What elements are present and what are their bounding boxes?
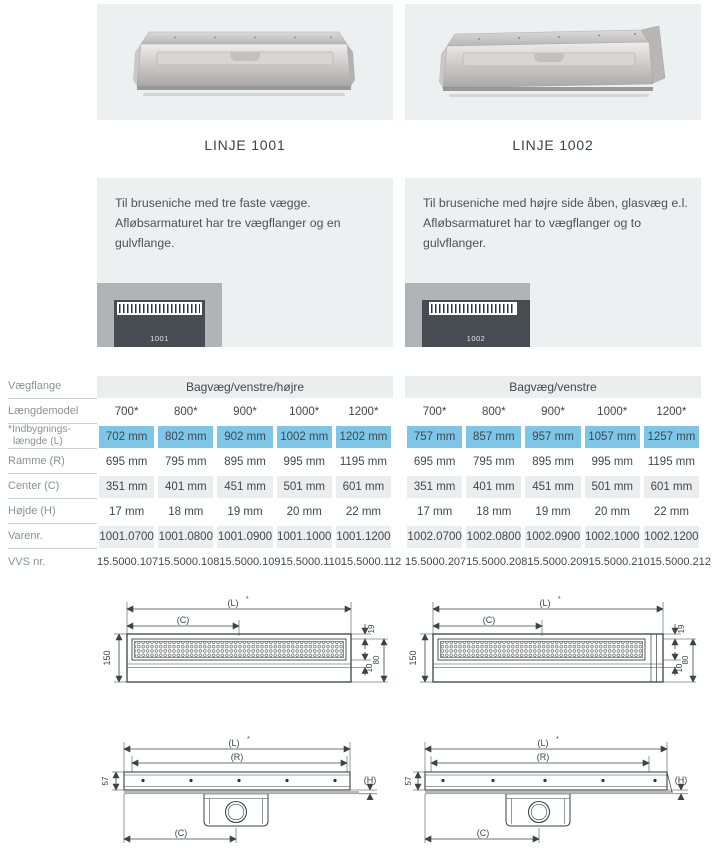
niche-drain-body bbox=[114, 300, 205, 347]
row-label-hoejde: Højde (H) bbox=[8, 499, 97, 524]
row-vaegflange bbox=[97, 374, 393, 399]
dim-label-R: (R) bbox=[230, 752, 244, 762]
table-cell: 1057 mm bbox=[585, 426, 640, 448]
dim-label-10: 10 bbox=[675, 663, 684, 673]
table-cell: 18 mm bbox=[476, 505, 512, 518]
table-cell: 17 mm bbox=[109, 505, 145, 518]
description-panel-1002 bbox=[405, 178, 701, 347]
table-cell: 601 mm bbox=[644, 476, 699, 498]
row-vvs bbox=[405, 549, 711, 574]
spec-table-1002 bbox=[405, 374, 711, 574]
row-varenr bbox=[97, 524, 393, 549]
table-cell: 757 mm bbox=[407, 426, 462, 448]
table-cell: 895 mm bbox=[532, 455, 574, 468]
table-cell: 1002 mm bbox=[277, 426, 332, 448]
table-cell: 795 mm bbox=[473, 455, 515, 468]
table-cell: 902 mm bbox=[217, 426, 272, 448]
table-cell: 1002.0800 bbox=[466, 526, 521, 548]
dim-label-L: (L) bbox=[539, 598, 551, 608]
dim-label-150: 150 bbox=[102, 650, 112, 666]
dim-label-57: 57 bbox=[101, 776, 110, 786]
table-cell: 702 mm bbox=[99, 426, 154, 448]
table-cell: 1200* bbox=[656, 405, 687, 418]
table-cell: 601 mm bbox=[336, 476, 391, 498]
table-cell: 1001.1200 bbox=[336, 526, 391, 548]
table-cell: 501 mm bbox=[585, 476, 640, 498]
product-photo-1001 bbox=[97, 4, 393, 120]
table-cell: 15.5000.108 bbox=[158, 555, 220, 568]
row-vaegflange bbox=[405, 374, 701, 399]
product-photo-panel-1002 bbox=[405, 4, 701, 120]
table-cell: 1000* bbox=[597, 405, 628, 418]
table-cell: 351 mm bbox=[407, 476, 462, 498]
technical-drawing-plan-1001 bbox=[97, 736, 393, 854]
group-header: Bagvæg/venstre bbox=[405, 376, 701, 398]
table-cell: 451 mm bbox=[525, 476, 580, 498]
table-cell: 1200* bbox=[348, 405, 379, 418]
row-center bbox=[97, 474, 393, 499]
row-center bbox=[405, 474, 701, 499]
row-laengdemodel bbox=[97, 399, 393, 424]
row-varenr bbox=[405, 524, 701, 549]
table-cell: 351 mm bbox=[99, 476, 154, 498]
row-label-ramme: Ramme (R) bbox=[8, 449, 97, 474]
table-cell: 15.5000.112 bbox=[340, 555, 402, 568]
description-text: Til bruseniche med tre faste vægge. Afløbsarmaturet har tre vægflanger og en gulvflange. bbox=[115, 196, 341, 250]
table-cell: 995 mm bbox=[283, 455, 325, 468]
table-cell: 15.5000.208 bbox=[466, 555, 528, 568]
table-cell: 700* bbox=[422, 405, 447, 418]
table-cell: 17 mm bbox=[417, 505, 453, 518]
dim-label-R: (R) bbox=[536, 752, 550, 762]
grate-strip bbox=[117, 302, 202, 315]
dim-label-L-asterisk: * bbox=[247, 736, 250, 743]
technical-drawing-front-1002 bbox=[405, 596, 697, 712]
table-cell: 900* bbox=[233, 405, 257, 418]
table-cell: 1001.0700 bbox=[99, 526, 154, 548]
table-cell: 20 mm bbox=[594, 505, 630, 518]
row-label-indbygningslaengde: *Indbygnings- længde (L) bbox=[8, 424, 97, 449]
product-photo-1002 bbox=[405, 4, 701, 120]
table-cell: 895 mm bbox=[224, 455, 266, 468]
table-cell: 20 mm bbox=[286, 505, 322, 518]
table-cell: 1257 mm bbox=[644, 426, 699, 448]
dim-label-80: 80 bbox=[372, 655, 381, 665]
table-cell: 15.5000.109 bbox=[219, 555, 281, 568]
dim-label-19: 19 bbox=[367, 624, 376, 634]
table-cell: 957 mm bbox=[525, 426, 580, 448]
description-text: Til bruseniche med højre side åben, glasvæg e.l. Afløbsarmaturet har to vægflanger og to gulvflanger. bbox=[423, 196, 688, 250]
row-label-vaegflange: Vægflange bbox=[8, 374, 97, 399]
dim-label-H: (H) bbox=[674, 775, 688, 785]
dim-label-C: (C) bbox=[476, 828, 490, 838]
table-cell: 19 mm bbox=[535, 505, 571, 518]
row-hoejde bbox=[97, 499, 393, 524]
product-title-1002: LINJE 1002 bbox=[512, 137, 594, 153]
table-cell: 700* bbox=[114, 405, 139, 418]
table-cell: 802 mm bbox=[158, 426, 213, 448]
table-cell: 501 mm bbox=[277, 476, 332, 498]
row-label-vvs: VVS nr. bbox=[8, 555, 46, 568]
table-cell: 401 mm bbox=[466, 476, 521, 498]
dim-label-80: 80 bbox=[681, 655, 690, 665]
table-cell: 15.5000.107 bbox=[97, 555, 159, 568]
table-cell: 695 mm bbox=[105, 455, 148, 468]
dim-label-L-asterisk: * bbox=[558, 596, 561, 603]
dim-label-57: 57 bbox=[404, 776, 413, 786]
spec-table-1001 bbox=[97, 374, 402, 574]
table-cell: 1001.0800 bbox=[158, 526, 213, 548]
table-cell: 857 mm bbox=[466, 426, 521, 448]
niche-diagram-1001 bbox=[97, 283, 222, 347]
dim-label-L: (L) bbox=[227, 598, 239, 608]
table-cell: 19 mm bbox=[227, 505, 263, 518]
niche-diagram-label: 1002 bbox=[466, 334, 486, 343]
grate-strip bbox=[429, 302, 517, 315]
technical-drawing-plan-1002 bbox=[405, 736, 701, 854]
table-cell: 15.5000.210 bbox=[588, 555, 650, 568]
table-cell: 995 mm bbox=[591, 455, 633, 468]
row-label-varenr: Varenr. bbox=[8, 524, 97, 549]
table-cell: 1002.0900 bbox=[525, 526, 580, 548]
table-cell: 1202 mm bbox=[336, 426, 391, 448]
dim-label-C: (C) bbox=[174, 828, 188, 838]
dim-label-C: (C) bbox=[482, 615, 496, 625]
table-cell: 1000* bbox=[289, 405, 320, 418]
table-cell: 795 mm bbox=[165, 455, 207, 468]
row-ramme bbox=[97, 449, 393, 474]
dim-label-H: (H) bbox=[363, 775, 377, 785]
dim-label-L: (L) bbox=[537, 738, 549, 748]
row-ramme bbox=[405, 449, 701, 474]
table-cell: 1002.0700 bbox=[407, 526, 462, 548]
table-cell: 1001.1000 bbox=[277, 526, 332, 548]
table-cell: 900* bbox=[541, 405, 565, 418]
dim-label-L-asterisk: * bbox=[556, 736, 559, 743]
table-cell: 1195 mm bbox=[647, 455, 695, 468]
niche-diagram-1002 bbox=[405, 283, 530, 347]
row-label-laengdemodel: Længdemodel bbox=[8, 399, 97, 424]
table-cell: 22 mm bbox=[653, 505, 689, 518]
row-indbygningslaengde bbox=[97, 424, 393, 449]
table-cell: 401 mm bbox=[158, 476, 213, 498]
niche-drain-body bbox=[422, 300, 530, 347]
technical-drawing-front-1001 bbox=[97, 596, 389, 712]
product-title-1001: LINJE 1001 bbox=[204, 137, 286, 153]
table-row-labels bbox=[8, 374, 97, 574]
dim-label-19: 19 bbox=[677, 624, 686, 634]
group-header: Bagvæg/venstre/højre bbox=[97, 376, 393, 398]
table-cell: 1002.1200 bbox=[644, 526, 699, 548]
row-vvs bbox=[97, 549, 402, 574]
product-photo-panel-1001 bbox=[97, 4, 393, 120]
table-cell: 1195 mm bbox=[339, 455, 387, 468]
row-laengdemodel bbox=[405, 399, 701, 424]
table-cell: 1002.1000 bbox=[585, 526, 640, 548]
description-panel-1001 bbox=[97, 178, 393, 347]
row-hoejde bbox=[405, 499, 701, 524]
dim-label-10: 10 bbox=[365, 663, 374, 673]
table-cell: 18 mm bbox=[168, 505, 204, 518]
table-cell: 800* bbox=[173, 405, 198, 418]
table-cell: 15.5000.110 bbox=[280, 555, 341, 568]
dim-label-L-asterisk: * bbox=[246, 596, 249, 603]
dim-label-L: (L) bbox=[228, 738, 240, 748]
table-cell: 22 mm bbox=[345, 505, 381, 518]
table-cell: 695 mm bbox=[413, 455, 456, 468]
row-indbygningslaengde bbox=[405, 424, 701, 449]
table-cell: 451 mm bbox=[217, 476, 272, 498]
table-cell: 15.5000.212 bbox=[649, 555, 711, 568]
niche-diagram-label: 1001 bbox=[150, 334, 169, 343]
dim-label-150: 150 bbox=[408, 650, 418, 666]
table-cell: 15.5000.207 bbox=[405, 555, 467, 568]
row-label-center: Center (C) bbox=[8, 474, 97, 499]
dim-label-C: (C) bbox=[176, 615, 190, 625]
table-cell: 800* bbox=[481, 405, 506, 418]
table-cell: 15.5000.209 bbox=[527, 555, 589, 568]
table-cell: 1001.0900 bbox=[217, 526, 272, 548]
